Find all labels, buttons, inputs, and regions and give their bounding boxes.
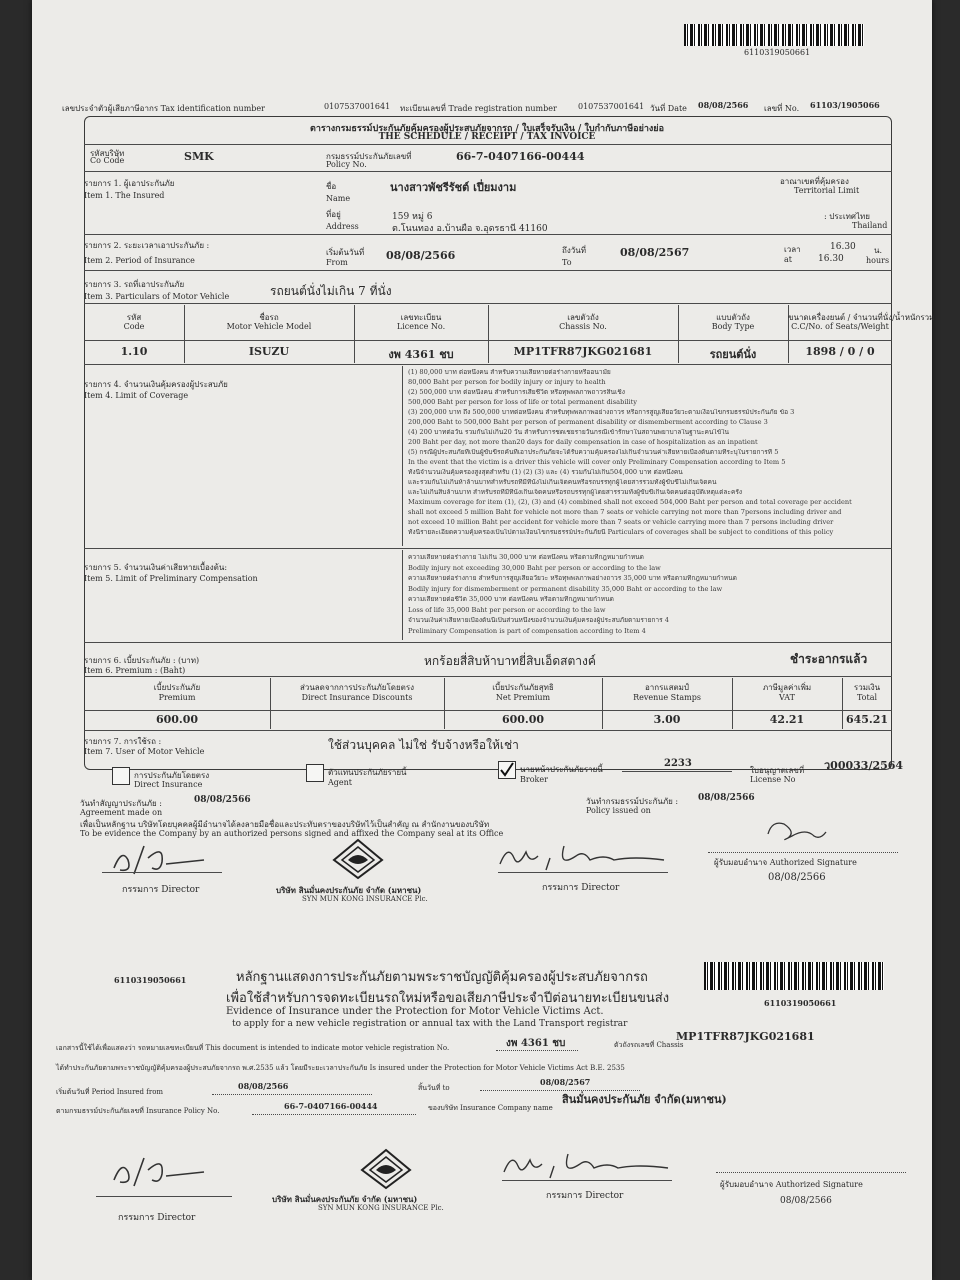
- period-to-label-en: To: [562, 258, 572, 267]
- vehicle-value: รถยนต์นั่ง: [709, 348, 757, 361]
- premium-header-en: VAT: [779, 693, 795, 702]
- barcode-top-number: 6110319050661: [744, 48, 811, 57]
- insured-name-value: นางสาวพัชรีรัชต์ เปี่ยมงาม: [390, 181, 517, 194]
- period-item-th: รายการ 2. ระยะเวลาเอาประกันภัย :: [84, 241, 210, 250]
- premium-amount-words: หกร้อยสี่สิบห้าบาทยี่สิบเอ็ดสตางค์: [424, 654, 596, 668]
- premium-value: 42.21: [769, 713, 805, 726]
- agreement-made-date: 08/08/2566: [194, 795, 251, 805]
- insured-address-line2: ต.โนนทอง อ.บ้านผือ จ.อุดรธานี 41160: [392, 224, 548, 234]
- evidence-from-label: เริ่มต้นวันที่ Period Insured from: [56, 1088, 164, 1096]
- evidence-title-th2: เพื่อใช้สำหรับการจดทะเบียนรถใหม่หรือขอเสียภาษีประจำปีต่อนายทะเบียนขนส่ง: [226, 991, 670, 1006]
- doc-no-value: 61103/1905066: [810, 100, 880, 110]
- period-item-en: Item 2. Period of Insurance: [84, 256, 195, 265]
- policy-no-label-th: กรมธรรม์ประกันภัยเลขที่: [326, 152, 412, 161]
- direct-insurance-checkbox: [112, 767, 130, 785]
- evidence-title-th1: หลักฐานแสดงการประกันภัยตามพระราชบัญญัติคุ้มครองผู้ประสบภัยจากรถ: [236, 970, 648, 985]
- premium-header-en: Total: [856, 693, 878, 702]
- territory-country-th: : ประเทศไทย: [824, 212, 870, 221]
- co-code-label-en: Co Code: [90, 156, 125, 165]
- premium-header-en: Net Premium: [495, 693, 551, 702]
- director-label-left: กรรมการ Director: [122, 885, 200, 895]
- premium-header-en: Premium: [158, 693, 196, 702]
- evidence-registration-label: เอกสารนี้ใช้ได้เพื่อแสดงว่า รถหมายเลขทะเบียนที่ This document is intended to indicate motor vehicle registration No.: [56, 1044, 450, 1052]
- evidence-company-value: สินมั่นคงประกันภัย จำกัด(มหาชน): [562, 1093, 727, 1106]
- trade-no-value: 0107537001641: [578, 102, 645, 111]
- evidence-title-en1: Evidence of Insurance under the Protection for Motor Vehicle Victims Act.: [226, 1006, 604, 1017]
- insured-address-label-th: ที่อยู่: [326, 210, 341, 219]
- period-unit-th: น.: [874, 246, 883, 255]
- coverage-line: (2) 500,000 บาท ต่อหนึ่งคน สำหรับการเสียชีวิต หรือทุพพลภาพถาวรสิ้นเชิง: [408, 389, 625, 396]
- premium-value: 3.00: [653, 713, 681, 726]
- director-line-middle: [498, 872, 668, 873]
- director-line-left: [102, 872, 222, 873]
- evidence-policy-label: ตามกรมธรรม์ประกันภัยเลขที่ Insurance Policy No.: [56, 1107, 220, 1115]
- premium-value: 600.00: [155, 713, 199, 726]
- insured-item-en: Item 1. The Insured: [84, 191, 165, 200]
- premium-value: 600.00: [501, 713, 545, 726]
- coverage-line: (4) 200 บาทต่อวัน รวมกันไม่เกิน20 วัน สำหรับการชดเชยรายวันกรณีเข้ารักษาในสถานพยาบาลในฐานะคนไข้ใน: [408, 429, 729, 436]
- coverage-line: 500,000 Baht per person for loss of life or total permanent disability: [408, 399, 638, 406]
- period-time-label-en: at: [784, 255, 792, 264]
- vehicle-header-th: แบบตัวถัง: [716, 313, 750, 322]
- coverage-line: shall not exceed 5 million Baht for vehicle not more than 7 seats or vehicle carrying not more than 7persons including driver and: [408, 509, 842, 516]
- preliminary-line: Bodily injury for dismemberment or permanent disability 35,000 Baht or according to the law: [408, 585, 723, 593]
- preliminary-line: Preliminary Compensation is part of compensation according to Item 4: [408, 627, 646, 635]
- checkmark-icon: [499, 762, 515, 778]
- director-signature-lower-middle: [498, 1146, 678, 1182]
- premium-value: 645.21: [845, 713, 889, 726]
- evidence-chassis-label: ตัวถังรถเลขที่ Chassis: [614, 1041, 684, 1049]
- trade-no-label: ทะเบียนเลขที่ Trade registration number: [400, 104, 557, 113]
- coverage-line: (5) กรณีผู้ประสบภัยที่เป็นผู้ขับขี่รถคันที่เอาประกันภัยจะได้รับความคุ้มครองไม่เกินจำนวนค่าเสียหายเบื้องต้นตามที่ระบุในรายการที่ 5: [408, 449, 779, 456]
- vehicle-value: 1.10: [120, 345, 148, 358]
- evidence-policy-value: 66-7-0407166-00444: [284, 1101, 378, 1111]
- vehicle-header-th: เลขตัวถัง: [567, 313, 599, 322]
- vehicle-header-th: ขนาดเครื่องยนต์ / จำนวนที่นั่ง/น้ำหนักรวม: [788, 313, 935, 322]
- period-time-end: 16.30: [818, 254, 844, 264]
- evidence-insured-act-text: ได้ทำประกันภัยตามพระราชบัญญัติคุ้มครองผู้ประสบภัยจากรถ พ.ศ.2535 แล้ว โดยมีระยะเวลาประกันภัย Is insured under the Protection for Motor Vehicle Victims Act B.E. 2535: [56, 1064, 625, 1072]
- vehicle-header-en: Code: [123, 322, 145, 331]
- preliminary-line: จำนวนเงินค่าเสียหายเบื้องต้นนี้เป็นส่วนหนึ่งของจำนวนเงินคุ้มครองผู้ประสบภัยตามรายการ 4: [408, 617, 669, 624]
- director-signature-lower-left: [104, 1150, 214, 1190]
- policy-issued-label-en: Policy issued on: [586, 806, 651, 815]
- company-name-en-lower: SYN MUN KONG INSURANCE Plc.: [318, 1204, 444, 1212]
- use-item-en: Item 7. User of Motor Vehicle: [84, 747, 205, 756]
- preliminary-line: Bodily injury not exceeding 30,000 Baht per person or according to the law: [408, 564, 661, 572]
- premium-header-en: Revenue Stamps: [633, 693, 701, 702]
- authorized-signature-upper: [762, 814, 832, 844]
- period-to-value: 08/08/2567: [620, 246, 690, 259]
- vehicle-value: MP1TFR87JKG021681: [513, 345, 653, 358]
- evidence-barcode-number-left: 6110319050661: [114, 975, 187, 985]
- agent-checkbox: [306, 764, 324, 782]
- territory-label-th: อาณาเขตที่คุ้มครอง: [780, 177, 849, 186]
- coverage-line: not exceed 10 million Baht per accident for vehicle more than 7 seats or vehicle carrying more than 7 persons including driver: [408, 519, 834, 526]
- period-from-label-en: From: [326, 258, 348, 267]
- date-value: 08/08/2566: [698, 100, 749, 110]
- evidence-to-label: สิ้นวันที่ to: [418, 1084, 450, 1092]
- policy-no-value: 66-7-0407166-00444: [456, 150, 585, 163]
- director-label-lower-left: กรรมการ Director: [118, 1213, 196, 1223]
- premium-header-en: Direct Insurance Discounts: [301, 693, 413, 702]
- title-th: ตารางกรมธรรม์ประกันภัยคุ้มครองผู้ประสบภัยจากรถ / ใบเสร็จรับเงิน / ใบกำกับภาษีอย่างย่อ: [310, 124, 664, 134]
- preliminary-line: Loss of life 35,000 Baht per person or according to the law: [408, 606, 606, 614]
- authorized-label-upper: ผู้รับมอบอำนาจ Authorized Signature: [714, 858, 857, 867]
- preliminary-item-en: Item 5. Limit of Preliminary Compensation: [84, 574, 258, 583]
- policy-no-label-en: Policy No.: [326, 160, 367, 169]
- title-en: THE SCHEDULE / RECEIPT / TAX INVOICE: [378, 132, 596, 142]
- co-code-label-th: รหัสบริษัท: [90, 149, 125, 158]
- vehicle-header-en: Motor Vehicle Model: [226, 322, 312, 331]
- vehicle-item-en: Item 3. Particulars of Motor Vehicle: [84, 292, 230, 301]
- coverage-line: In the event that the victim is a driver this vehicle will cover only Preliminary Compensation according to Item 5: [408, 459, 786, 466]
- stamp-paid-label: ชำระอากรแล้ว: [790, 652, 868, 666]
- coverage-line: ทั้งนี้จำนวนเงินคุ้มครองสูงสุดสำหรับ (1) (2) (3) และ (4) รวมกันไม่เกิน504,000 บาท ต่อหนึ่งคน: [408, 469, 683, 476]
- company-name-th-lower: บริษัท สินมั่นคงประกันภัย จำกัด (มหาชน): [272, 1194, 418, 1204]
- vehicle-value: ISUZU: [248, 345, 290, 358]
- barcode-top: [684, 24, 864, 46]
- premium-header-th: เบี้ยประกันภัยสุทธิ: [492, 683, 554, 692]
- vehicle-value: งพ 4361 ชบ: [388, 348, 454, 361]
- premium-item-th: รายการ 6. เบี้ยประกันภัย : (บาท): [84, 656, 200, 665]
- insured-address-line1: 159 หมู่ 6: [392, 212, 433, 222]
- period-unit-en: hours: [866, 256, 890, 265]
- period-time-start: 16.30: [830, 242, 856, 252]
- vehicle-type-description: รถยนต์นั่งไม่เกิน 7 ที่นั่ง: [270, 284, 392, 298]
- vehicle-header-th: เลขทะเบียน: [400, 313, 442, 322]
- agent-label-en: Agent: [328, 778, 352, 787]
- coverage-line: 200 Baht per day, not more than20 days for daily compensation in case of hospitalization as an inpatient: [408, 439, 758, 446]
- vehicle-header-en: Body Type: [711, 322, 755, 331]
- evidence-registration-value: งพ 4361 ชบ: [506, 1038, 566, 1049]
- vehicle-header-en: C.C/No. of Seats/Weight: [791, 322, 889, 331]
- agreement-made-label-th: วันทำสัญญาประกันภัย :: [80, 799, 162, 808]
- direct-insurance-label-th: การประกันภัยโดยตรง: [134, 771, 210, 780]
- evidence-text-th: เพื่อเป็นหลักฐาน บริษัทโดยบุคคลผู้มีอำนาจได้ลงลายมือชื่อและประทับตราของบริษัทไว้เป็นสำคัญ ณ สำนักงานของบริษัท: [80, 820, 490, 829]
- insured-item-th: รายการ 1. ผู้เอาประกันภัย: [84, 179, 175, 188]
- broker-code: 2233: [664, 758, 692, 769]
- vehicle-item-th: รายการ 3. รถที่เอาประกันภัย: [84, 280, 185, 289]
- broker-label-th: นายหน้าประกันภัยรายนี้: [520, 765, 603, 774]
- evidence-company-label: ของบริษัท Insurance Company name: [428, 1104, 553, 1112]
- vehicle-header-th: ชื่อรถ: [259, 313, 279, 322]
- evidence-barcode-number-right: 6110319050661: [764, 998, 837, 1008]
- authorized-date-upper: 08/08/2566: [768, 872, 826, 883]
- evidence-chassis-value: MP1TFR87JKG021681: [676, 1030, 815, 1043]
- director-signature-middle: [494, 838, 674, 874]
- coverage-line: ทั้งนี้รายละเอียดความคุ้มครองเป็นไปตามเงื่อนไขกรมธรรม์ประกันภัยนี้ Particulars of coverages shall be subject to conditions of this policy: [408, 529, 834, 536]
- preliminary-line: ความเสียหายต่อชีวิต 35,000 บาท ต่อหนึ่งคน หรือตามที่กฎหมายกำหนด: [408, 596, 614, 603]
- premium-item-en: Item 6. Premium : (Baht): [84, 666, 186, 675]
- license-no: ว00033/2564: [824, 759, 904, 772]
- coverage-line: Maximum coverage for item (1), (2), (3) and (4) combined shall not exceed 504,000 Baht per person and total coverage per accident: [408, 499, 852, 506]
- company-name-th: บริษัท สินมั่นคงประกันภัย จำกัด (มหาชน): [276, 885, 422, 895]
- license-label-en: License No: [750, 775, 796, 784]
- period-time-label-th: เวลา: [784, 245, 801, 254]
- agreement-made-label-en: Agreement made on: [80, 808, 163, 817]
- date-label: วันที่ Date: [650, 104, 687, 113]
- barcode-bottom: [704, 962, 884, 990]
- preliminary-line: ความเสียหายต่อร่างกาย ไม่เกิน 30,000 บาท ต่อหนึ่งคน หรือตามที่กฎหมายกำหนด: [408, 554, 644, 561]
- evidence-from-value: 08/08/2566: [238, 1081, 289, 1091]
- coverage-line: (3) 200,000 บาท ถึง 500,000 บาทต่อหนึ่งคน สำหรับทุพพลภาพอย่างถาวร หรือการสูญเสียอวัยวะตามเงื่อนไขกรมธรรม์ประกันภัย ข้อ 3: [408, 409, 795, 416]
- use-item-th: รายการ 7. การใช้รถ :: [84, 737, 162, 746]
- policy-issued-label-th: วันทำกรมธรรม์ประกันภัย :: [586, 797, 679, 806]
- insured-name-label-en: Name: [326, 194, 351, 203]
- coverage-item-en: Item 4. Limit of Coverage: [84, 391, 189, 400]
- preliminary-item-th: รายการ 5. จำนวนเงินค่าเสียหายเบื้องต้น:: [84, 563, 228, 572]
- premium-header-th: ภาษีมูลค่าเพิ่ม: [762, 683, 812, 692]
- evidence-text-en: To be evidence the Company by an authorized persons signed and affixed the Company seal at its Office: [80, 829, 504, 838]
- director-label-lower-middle: กรรมการ Director: [546, 1191, 624, 1201]
- premium-header-th: เบี้ยประกันภัย: [153, 683, 201, 692]
- premium-header-th: รวมเงิน: [853, 683, 881, 692]
- doc-no-label: เลขที่ No.: [764, 104, 800, 113]
- vehicle-value: 1898 / 0 / 0: [805, 345, 875, 358]
- company-logo-icon-lower: [358, 1148, 414, 1190]
- insured-name-label-th: ชื่อ: [326, 182, 337, 191]
- vehicle-header-en: Licence No.: [396, 322, 446, 331]
- premium-header-th: อากรแสตมป์: [644, 683, 690, 692]
- coverage-line: 200,000 Baht to 500,000 Baht per person of permanent disability or dismemberment according to Clause 3: [408, 419, 768, 426]
- vehicle-header-th: รหัส: [126, 313, 142, 322]
- preliminary-line: ความเสียหายต่อร่างกาย สำหรับการสูญเสียอวัยวะ หรือทุพพลภาพอย่างถาวร 35,000 บาท หรือตามที่กฎหมายกำหนด: [408, 575, 737, 582]
- broker-checkbox: [498, 761, 516, 779]
- period-from-label-th: เริ่มต้นวันที่: [326, 248, 365, 257]
- use-value: ใช้ส่วนบุคคล ไม่ใช่ รับจ้างหรือให้เช่า: [328, 738, 519, 752]
- vehicle-header-en: Chassis No.: [559, 322, 607, 331]
- insured-address-label-en: Address: [326, 222, 359, 231]
- coverage-line: และไม่เกินสิบล้านบาท สำหรับรถที่มีที่นั่งเกินเจ็ดคนหรือรถบรรทุกผู้โดยสารรวมทั้งผู้ขับขี่เกินเจ็ดคนต่ออุบัติเหตุแต่ละครั้ง: [408, 489, 743, 496]
- broker-label-en: Broker: [520, 775, 548, 784]
- tax-id-value: 0107537001641: [324, 102, 391, 111]
- coverage-item-th: รายการ 4. จำนวนเงินคุ้มครองผู้ประสบภัย: [84, 380, 228, 389]
- company-logo-icon: [330, 838, 386, 880]
- evidence-title-en2: to apply for a new vehicle registration or annual tax with the Land Transport registrar: [232, 1019, 628, 1029]
- policy-issued-date: 08/08/2566: [698, 793, 755, 803]
- tax-id-label: เลขประจำตัวผู้เสียภาษีอากร Tax identification number: [62, 104, 265, 113]
- coverage-line: (1) 80,000 บาท ต่อหนึ่งคน สำหรับความเสียหายต่อร่างกายหรืออนามัย: [408, 369, 611, 376]
- policy-document: [32, 0, 935, 1280]
- authorized-label-lower: ผู้รับมอบอำนาจ Authorized Signature: [720, 1180, 863, 1189]
- authorized-date-lower: 08/08/2566: [780, 1196, 832, 1206]
- period-from-value: 08/08/2566: [386, 249, 456, 262]
- territory-label-en: Territorial Limit: [794, 186, 860, 195]
- coverage-line: และรวมกันไม่เกินห้าล้านบาทสำหรับรถที่มีที่นั่งไม่เกินเจ็ดคนหรือรถบรรทุกผู้โดยสารรวมทั้งผู้ขับขี่ไม่เกินเจ็ดคน: [408, 479, 717, 486]
- evidence-to-value: 08/08/2567: [540, 1077, 591, 1087]
- company-name-en: SYN MUN KONG INSURANCE Plc.: [302, 895, 428, 903]
- premium-header-th: ส่วนลดจากการประกันภัยโดยตรง: [299, 683, 415, 692]
- territory-country-en: Thailand: [852, 221, 888, 230]
- co-code-value: SMK: [184, 150, 214, 163]
- director-label-middle: กรรมการ Director: [542, 883, 620, 893]
- license-label-th: ใบอนุญาตเลขที่: [750, 766, 805, 775]
- period-to-label-th: ถึงวันที่: [562, 246, 586, 255]
- agent-label-th: ตัวแทนประกันภัยรายนี้: [328, 768, 407, 777]
- direct-insurance-label-en: Direct Insurance: [134, 780, 203, 789]
- coverage-line: 80,000 Baht per person for bodily injury or injury to health: [408, 379, 606, 386]
